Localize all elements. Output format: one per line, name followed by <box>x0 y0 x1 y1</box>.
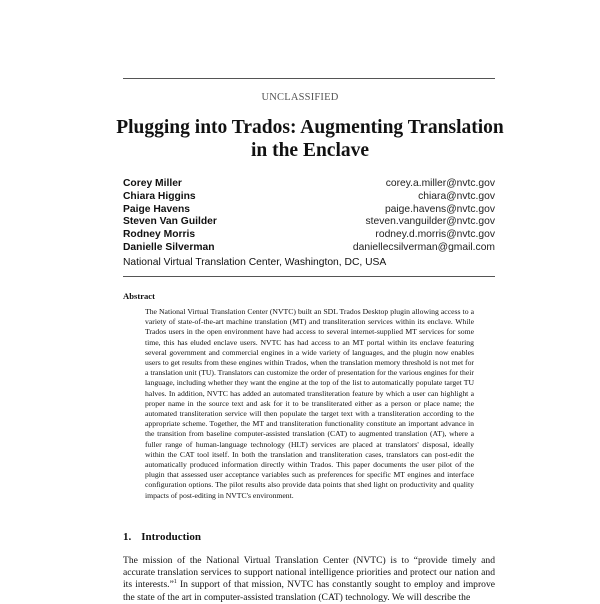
author-email: corey.a.miller@nvtc.gov <box>385 178 495 189</box>
section-number: 1. <box>123 531 132 543</box>
abstract-text: The National Virtual Translation Center (NVTC) built an SDL Trados Desktop plugin allowing access to a variety of state-of-the-art machine translation (MT) and transliteration services within its enclave. While Trados users in the open environment have had access to several internet-supplied MT services for some time, this has eluded enclave users. NVTC has had access to an MT portal within its enclave featuring several government and commercial engines in a wide variety of languages, and the plugin now enables users to get results from these engines within Trados, when the translation memory threshold is not met for a translation unit (TU). Translators can customize the order of presentation for the various engines for their language, including whether they want the engine at the top of the list to automatically populate target TU halves. In addition, NVTC has added an automated transliteration feature by which a user can highlight a proper name in the source text and ask for it to be transliterated either as a person or place name; the automated transliteration service will then populate the target text with a transliteration according to the appropriate scheme. Together, the MT and transliteration functionality constitute an important advance in the transition from baseline computer-assisted translation (CAT) to augmented translation (AT), where a fuller range of human-language technology (HLT) services are placed at translators' disposal, ideally within the CAT tool itself. In both the translation and transliteration cases, translators can post-edit the automatically produced information directly within Trados. This paper documents the user pilot of the plugin that assessed user acceptance variables such as preferences for specific MT engines and interface configuration options. The pilot results also provide data points that shed light on productivity and quality impacts of post-editing in NVTC's environment. <box>145 307 474 500</box>
author-row <box>123 204 495 217</box>
abstract-rule <box>123 276 495 277</box>
author-name: Danielle Silverman <box>123 241 215 253</box>
author-row <box>123 229 495 242</box>
author-name: Chiara Higgins <box>123 190 196 202</box>
affiliation: National Virtual Translation Center, Washington, DC, USA <box>123 256 387 268</box>
author-email: chiara@nvtc.gov <box>418 190 495 202</box>
author-email: paige.havens@nvtc.gov <box>384 203 495 215</box>
paper-title: Plugging into Trados: Augmenting Translation in the Enclave <box>116 117 504 161</box>
intro-text-rest: In support of that mission, NVTC has constantly sought to employ and improve the state of the art in computer-assisted translation (CAT) technology. We will describe the <box>123 579 496 603</box>
top-rule <box>123 78 495 79</box>
introduction-text <box>123 555 495 604</box>
author-row <box>123 191 495 204</box>
author-name: Corey Miller <box>123 178 182 189</box>
footnote-marker[interactable]: 1 <box>173 579 177 586</box>
author-name: Steven Van Guilder <box>123 216 217 228</box>
intro-text-start: The mission of the National Virtual Translation Center (NVTC) is to “provide timely and accurate translation services to support national intelligence priorities and protect our nation and its interests.” <box>123 555 495 591</box>
author-name: Paige Havens <box>123 203 190 215</box>
abstract-heading: Abstract <box>123 291 155 301</box>
section-heading <box>123 531 201 543</box>
author-list <box>123 178 495 269</box>
author-row <box>123 216 495 229</box>
author-row <box>123 242 495 255</box>
author-email: steven.vanguilder@nvtc.gov <box>365 216 495 228</box>
section-title: Introduction <box>141 531 201 543</box>
author-email: rodney.d.morris@nvtc.gov <box>375 229 495 241</box>
classification-label: UNCLASSIFIED <box>261 92 339 103</box>
author-email: daniellecsilverman@gmail.com <box>352 241 495 253</box>
author-row <box>123 178 495 191</box>
author-name: Rodney Morris <box>123 229 196 241</box>
